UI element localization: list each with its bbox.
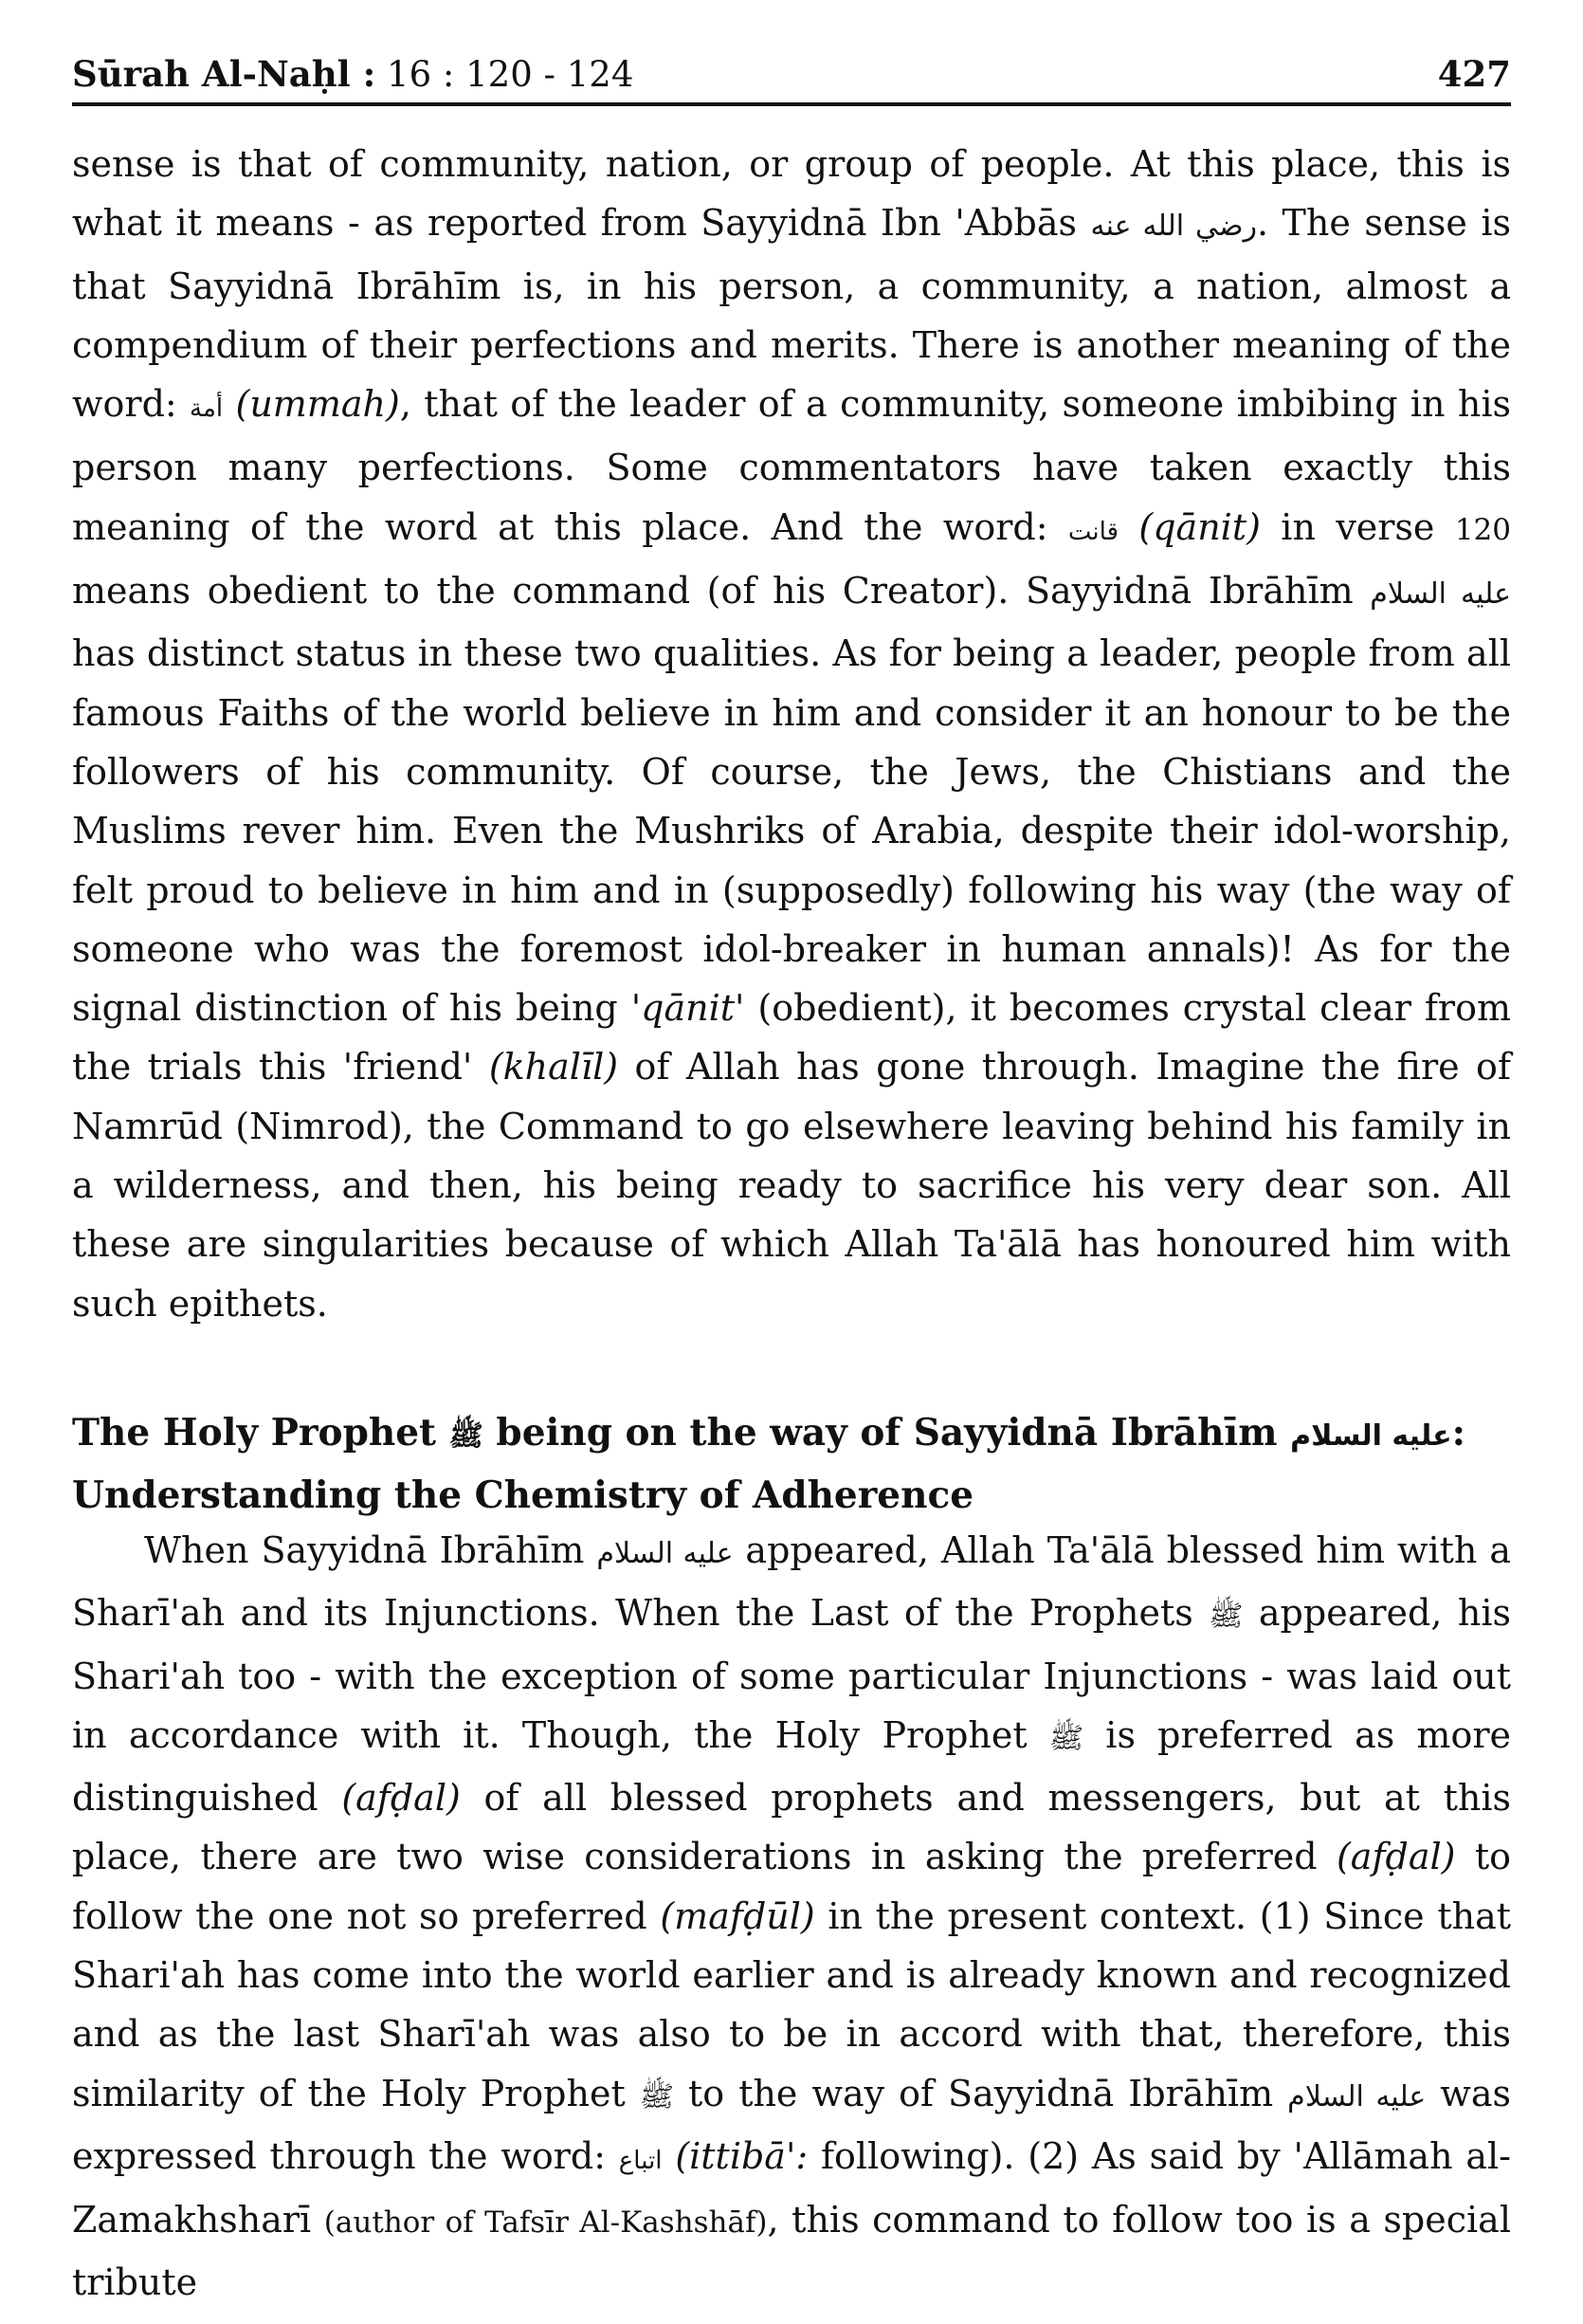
term-ittiba: (ittibā': <box>675 2134 809 2177</box>
honorific-glyph: ﷺ <box>448 1419 483 1453</box>
term-mafdul: (mafḍūl) <box>660 1894 815 1937</box>
text-run: ' (obedient), it becomes crystal clear from the trials this 'friend' <box>72 987 1511 1089</box>
arabic-word-ittiba: اتباع <box>618 2146 663 2175</box>
text-run: , this command to follow too is a special tribute <box>72 2199 1511 2303</box>
text-run: appeared, his Shari'ah too - with the exception of some particular Injunctions - was laid out in accordance with it. Though, the Holy Prophet <box>72 1592 1512 1756</box>
honorific-glyph: رضي الله عنه <box>1090 210 1257 244</box>
verse-number: 120 <box>1454 512 1511 547</box>
honorific-glyph: عليه السلام <box>1287 2079 1427 2114</box>
term-afdal: (afḍal) <box>341 1777 461 1820</box>
heading-line-2: Understanding the Chemistry of Adherence <box>72 1473 974 1517</box>
text-run: of Allah has gone through. Imagine the fire of Namrūd (Nimrod), the Command to go elsewhere leaving behind his family in a wilderness, and then, his being ready to sacrifice his very dear son. All these are singularities because of which Allah Ta'ālā has honoured him with such epithets. <box>72 1046 1511 1325</box>
author-note: (author of Tafsīr Al-Kashshāf) <box>323 2205 768 2241</box>
term-qanit-2: qānit <box>641 987 736 1030</box>
term-ummah: (ummah) <box>235 383 400 426</box>
honorific-glyph: عليه السلام <box>1290 1419 1452 1453</box>
honorific-glyph: ﷺ <box>1209 1600 1244 1634</box>
running-header <box>72 42 1511 106</box>
arabic-word-ummah: أمة <box>190 394 224 424</box>
text-run: following). (2) As said by 'Allāmah al-Zamakhsharī <box>72 2134 1511 2242</box>
text-run: to follow the one not so preferred <box>72 1836 1511 1937</box>
text-run: , that of the leader of a community, someone imbibing in his person many perfections. Some commentators have taken exactly this meaning of the word at this place. And the word: <box>72 383 1511 548</box>
honorific-glyph: عليه السلام <box>596 1537 734 1570</box>
text-run: appeared, Allah Ta'ālā blessed him with a Sharī'ah and its Injunctions. When the Last of the Prophets <box>72 1529 1512 1635</box>
term-khalil: (khalīl) <box>488 1046 619 1089</box>
paragraph-1 <box>72 135 1511 1333</box>
text-run: is preferred as more distinguished <box>72 1713 1511 1820</box>
page-number: 427 <box>1437 53 1511 95</box>
verse-range: 16 : 120 - 124 <box>387 54 634 95</box>
surah-name: Sūrah Al-Naḥl : <box>72 53 376 95</box>
heading-line-1 <box>72 1403 1532 1466</box>
honorific-glyph: ﷺ <box>1048 1721 1084 1755</box>
text-run: has distinct status in these two qualities. As for being a leader, people from all famous Faiths of the world believe in him and consider it an honour to be the followers of his community. Of course, the Jews, the Chistians and the Muslims rever him. Even the Mushriks of Arabia, despite their idol-worship, felt proud to believe in him and in (supposedly) following his way (the way of someone who was the foremost idol-breaker in human annals)! As for the signal distinction of his being ' <box>72 632 1511 1030</box>
text-run: The Holy Prophet <box>72 1411 449 1455</box>
text-run: in the present context. (1) Since that Shari'ah has come into the world earlier and is already known and recognized and as the last Sharī'ah was also to be in accord with that, therefore, this similarity of the Holy Prophet <box>72 1894 1511 2114</box>
paragraph-2 <box>72 1521 1511 2312</box>
honorific-glyph: ﷺ <box>639 2079 675 2114</box>
text-run: means obedient to the command (of his Creator). Sayyidnā Ibrāhīm <box>72 570 1371 613</box>
honorific-glyph: عليه السلام <box>1370 577 1511 612</box>
header-title <box>72 53 633 102</box>
text-run: . The sense is that Sayyidnā Ibrāhīm is, in his person, a community, a nation, almost a compendium of their perfections and merits. There is another meaning of the word: <box>72 202 1511 426</box>
text-run: sense is that of community, nation, or group of people. At this place, this is what it means - as reported from Sayyidnā Ibn 'Abbās <box>72 143 1511 245</box>
text-run: being on the way of Sayyidnā Ibrāhīm <box>482 1411 1291 1455</box>
text-run: in verse <box>1260 505 1455 548</box>
text-run: When Sayyidnā Ibrāhīm <box>144 1529 597 1571</box>
term-afdal: (afḍal) <box>1336 1836 1456 1878</box>
text-run: was expressed through the word: <box>72 2072 1511 2177</box>
text-run: of all blessed prophets and messengers, but at this place, there are two wise considerations in asking the preferred <box>72 1777 1512 1878</box>
text-run: to the way of Sayyidnā Ibrāhīm <box>674 2072 1288 2114</box>
section-heading <box>72 1403 1532 1525</box>
text-run: : <box>1451 1411 1465 1455</box>
term-qanit: (qānit) <box>1138 505 1261 548</box>
arabic-word-qanit: قانت <box>1067 517 1119 546</box>
